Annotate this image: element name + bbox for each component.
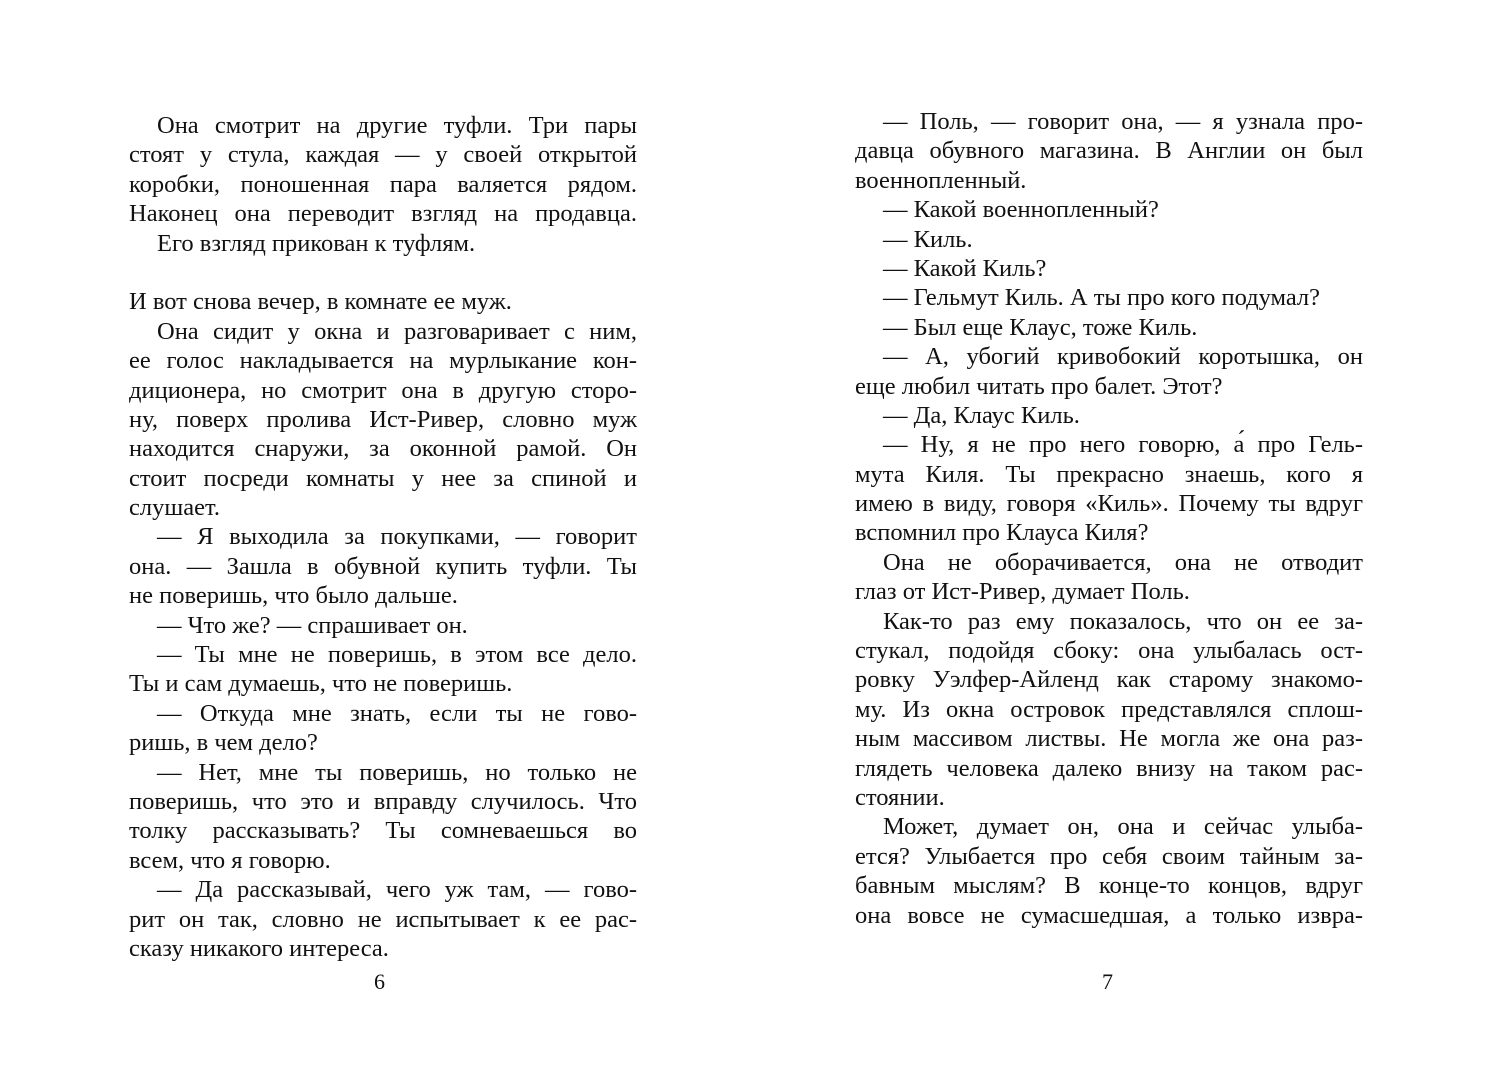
text-line: вспомнил про Клауса Киля? [855,519,1149,547]
text-line: му. Из окна островок представлялся сплош- [855,695,1363,723]
text-line: — Гельмут Киль. А ты про кого подумал? [883,284,1321,312]
text-line: стоят у стула, каждая — у своей открытой [129,141,637,169]
text-line: коробки, поношенная пара валяется рядом. [129,170,637,198]
text-line: Как-то раз ему показалось, что он ее за- [883,607,1363,635]
text-line: находится снаружи, за оконной рамой. Он [129,435,637,463]
text-line: — Нет, мне ты поверишь, но только не [157,758,637,786]
text-line: ным массивом листвы. Не могла же она раз- [855,725,1363,753]
text-line: — Киль. [883,225,973,253]
text-line: — Что же? — спрашивает он. [157,611,468,639]
text-line: — Какой военнопленный? [883,196,1159,224]
text-line: глядеть человека далеко внизу на таком рас- [855,754,1363,782]
text-line: ровку Уэлфер-Айленд как старому знакомо- [855,666,1363,694]
text-line: — Какой Киль? [883,254,1047,282]
text-line: она вовсе не сумасшедшая, а только извра- [855,901,1363,929]
text-line: — Поль, — говорит она, — я узнала про- [883,108,1363,135]
text-line: стоянии. [855,783,945,811]
text-line: всем, что я говорю. [129,846,331,874]
text-line: — Был еще Клаус, тоже Киль. [883,313,1198,341]
text-line: ется? Улыбается про себя своим тайным за- [855,842,1363,870]
text-line: — Ну, я не про него говорю, а́ про Гель- [883,431,1363,459]
text-line: ришь, в чем дело? [129,729,318,757]
text-line: рит он так, словно не испытывает к ее рас- [129,905,637,933]
left-page [0,0,743,1080]
text-line: — Ты мне не поверишь, в этом все дело. [157,641,637,669]
text-line: бавным мыслям? В конце-то концов, вдруг [855,872,1363,900]
section-break [129,258,637,287]
text-line: слушает. [129,494,220,522]
text-line: — А, убогий кривобокий коротышка, он [883,343,1363,371]
text-line: Наконец она переводит взгляд на продавца. [129,200,637,228]
text-line: — Откуда мне знать, если ты не гово- [157,699,637,727]
text-line: давца обувного магазина. В Англии он был [855,137,1363,165]
text-line: — Да, Клаус Киль. [883,401,1080,429]
text-line: Она сидит у окна и разговаривает с ним, [157,317,637,345]
page-number: 7 [1102,969,1113,994]
text-line: Может, думает он, она и сейчас улыба- [883,813,1363,841]
right-page-text [855,107,1363,930]
text-line: Его взгляд прикован к туфлям. [157,229,476,257]
text-line: ее голос накладывается на мурлыкание кон- [129,347,637,375]
text-line: военнопленный. [855,166,1027,194]
text-line: ну, поверх пролива Ист-Ривер, словно муж [129,405,637,433]
text-line: — Да рассказывай, чего уж там, — гово- [157,876,637,904]
page-number: 6 [374,969,385,994]
text-line: поверишь, что это и вправду случилось. Что [129,787,637,815]
text-line: не поверишь, что было дальше. [129,582,458,610]
text-line: Она не оборачивается, она не отводит [883,548,1363,576]
text-line: имею в виду, говоря «Киль». Почему ты вдруг [855,490,1363,518]
text-line: Она смотрит на другие туфли. Три пары [157,112,637,139]
text-line: она. — Зашла в обувной купить туфли. Ты [129,552,637,580]
text-line: толку рассказывать? Ты сомневаешься во [129,817,637,845]
text-line: еще любил читать про балет. Этот? [855,372,1223,400]
text-line: — Я выходила за покупками, — говорит [157,523,637,551]
text-line: стукал, подойдя сбоку: она улыбалась ост- [855,637,1363,665]
text-line: мута Киля. Ты прекрасно знаешь, кого я [855,460,1363,488]
right-page [743,0,1487,1080]
text-line: сказу никакого интереса. [129,934,389,962]
text-line: И вот снова вечер, в комнате ее муж. [129,288,512,316]
text-line: диционера, но смотрит она в другую сторо- [129,376,637,404]
text-line: глаз от Ист-Ривер, думает Поль. [855,578,1190,606]
text-line: Ты и сам думаешь, что не поверишь. [129,670,513,698]
left-page-text [129,111,637,963]
text-line: стоит посреди комнаты у нее за спиной и [129,464,637,492]
